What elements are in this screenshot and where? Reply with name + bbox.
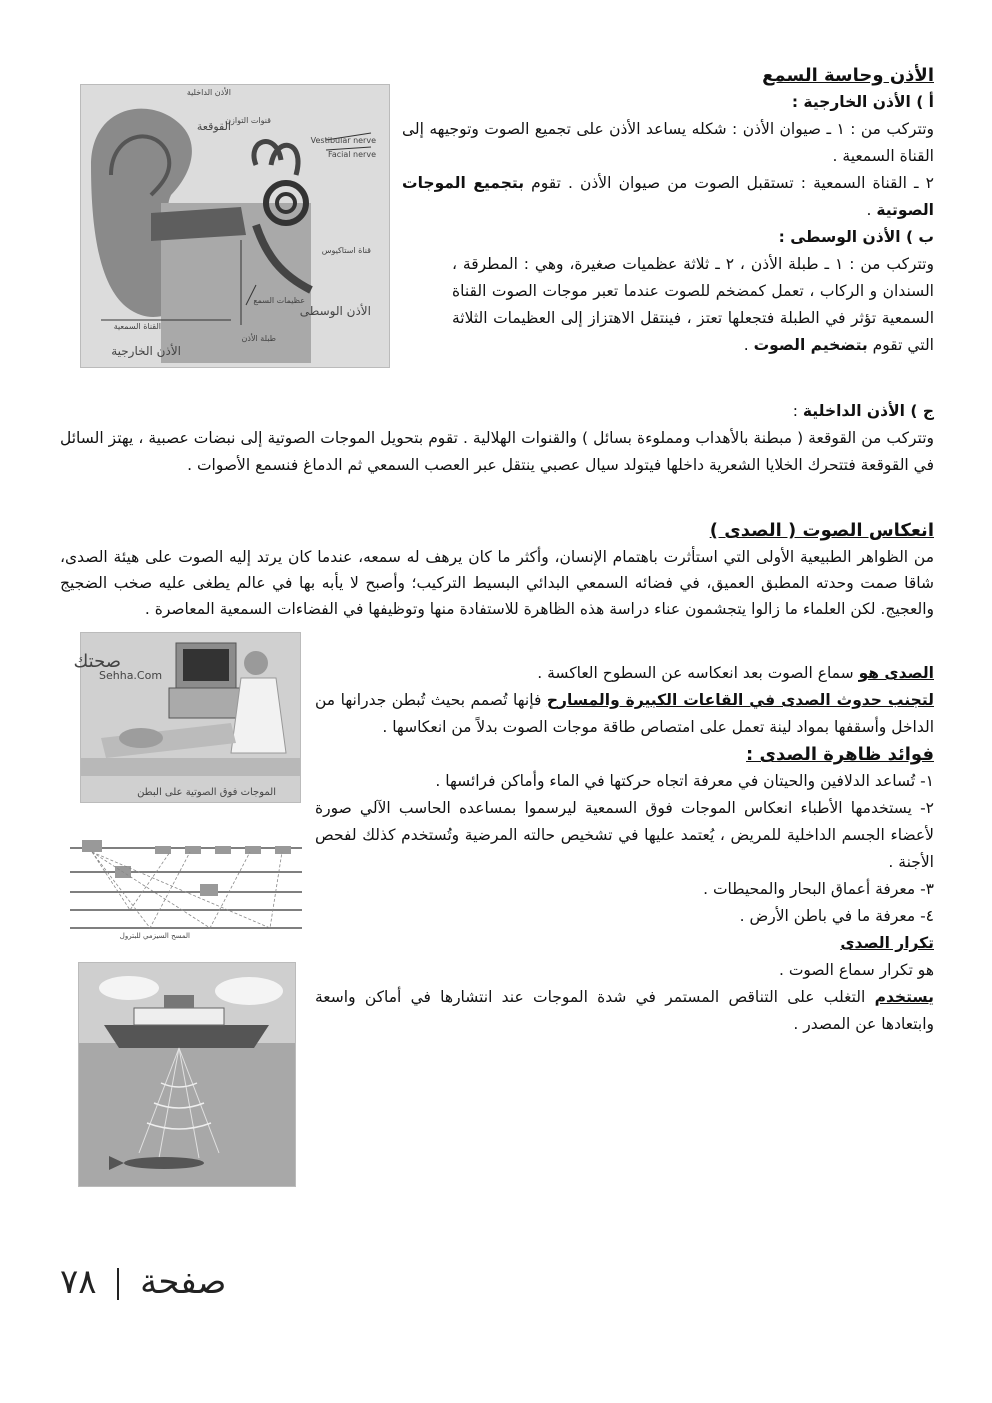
benefit-3: ٣- معرفة أعماق البحار والمحيطات .: [703, 880, 934, 898]
echo-definition-section: [315, 660, 934, 1038]
echo-intro-section: [60, 518, 934, 622]
label-ear-canal: القناة السمعية: [113, 322, 161, 331]
outer-ear-paragraph-1: وتتركب من : ١ ـ صيوان الأذن : شكله يساعد الأذن على تجميع الصوت وتوجيهه إلى القناة السمعية .: [402, 120, 935, 165]
ear-title: الأذن وحاسة السمع: [762, 65, 934, 86]
label-middle-ear: الأذن الوسطى: [299, 304, 371, 318]
label-eardrum: طبلة الأذن: [241, 334, 276, 343]
echo-avoidance: لتجنب حدوث الصدى في القاعات الكبيرة والمسارح فإنها تُصمم بحيث تُبطن جدرانها من الداخل وأسقفها بمواد لينة تعمل على امتصاص طاقة موجات الصوت بدلاً من انعكاسها .: [315, 691, 934, 736]
label-facial-nerve: Facial nerve: [328, 150, 376, 159]
label-eustachian: قناة استاكيوس: [321, 246, 371, 255]
outer-ear-paragraph-2: ٢ ـ القناة السمعية : تستقبل الصوت من صيوان الأذن . تقوم بتجميع الموجات الصوتية .: [402, 174, 934, 219]
sonar-ship-figure: [78, 962, 296, 1187]
middle-ear-paragraph: وتتركب من : ١ ـ طبلة الأذن ، ٢ ـ ثلاثة عظميات صغيرة، وهي : المطرقة ، السندان و الركاب ، تعمل كمضخم للصوت عندما تعبر موجات الصوت القناة السمعية تؤثر في الطبلة فتجعلها تعتز ، فينتقل الاهتزاز إلى العظيمات الثلاثة التي تقوم بتضخيم الصوت .: [452, 255, 934, 354]
inner-ear-heading: ج ) الأذن الداخلية :: [792, 402, 934, 420]
page-number: ٧٨: [60, 1262, 97, 1302]
ear-anatomy-figure: [80, 84, 390, 368]
benefit-4: ٤- معرفة ما في باطن الأرض .: [739, 907, 934, 925]
seismic-drawing: [70, 810, 302, 956]
benefit-2: ٢- يستخدمها الأطباء انعكاس الموجات فوق السمعية ليرسموا بمساعده الحاسب الآلي صورة لأعضاء الجسم الداخلية للمريض ، يُعتمد عليها في تشخيص حالته المرضية وتُستخدم كذلك لفحص الأجنة .: [315, 799, 934, 871]
label-ossicles: عظيمات السمع: [253, 296, 305, 305]
label-inner-ear: الأذن الداخلية: [186, 88, 231, 97]
repeat-heading: تكرار الصدى: [840, 934, 934, 952]
ultrasound-site: Sehha.Com: [99, 669, 163, 682]
page-separator: [117, 1268, 119, 1300]
ear-section: [402, 62, 934, 359]
label-vestibular-nerve: Vestibular nerve: [310, 136, 376, 145]
inner-ear-section: [60, 398, 934, 479]
benefit-1: ١- تُساعد الدلافين والحيتان في معرفة اتجاه حركتها في الماء وأماكن فرائسها .: [435, 772, 934, 790]
benefits-heading: فوائد ظاهرة الصدى :: [746, 744, 934, 765]
repeat-use: يستخدم التغلب على التناقص المستمر في شدة الموجات عند انتشارها في أماكن واسعة وابتعادها عن المصدر .: [315, 988, 934, 1033]
outer-ear-heading: أ ) الأذن الخارجية :: [791, 93, 934, 111]
inner-ear-paragraph: وتتركب من القوقعة ( مبطنة بالأهداب ومملوءة بسائل ) والقنوات الهلالية . تقوم بتحويل الموجات الصوتية إلى نبضات عصبية ، يهتز السائل في القوقعة فتتحرك الخلايا الشعرية داخلها فيتولد سيال عصبي ينتقل عبر العصب السمعي ثم الدماغ فنسمع الأصوات .: [60, 429, 934, 474]
label-outer-ear: الأذن الخارجية: [111, 344, 181, 358]
echo-intro-paragraph: من الظواهر الطبيعية الأولى التي استأثرت باهتمام الإنسان، وأكثر ما كان يرهف له سمعه، عندما كان يرتد إليه الصوت على هيئة الصدى، شاقا صمت وحدته المطبق العميق، في فضائه السمعي البدائي البسيط التركيب؛ وأصبح لا يأبه بها في عالم يطغى عليه صخب الضجيج والعجيج. لكن العلماء ما زالوا يتجشمون عناء دراسة هذه الظاهرة للاستفادة منها وتوظيفها في الفضاءات السمعية المعاصرة .: [60, 548, 934, 618]
label-canals: قنوات التوازن: [225, 116, 271, 125]
ultrasound-logo: صحتك: [73, 651, 121, 672]
page-footer: [60, 1262, 226, 1302]
echo-definition: الصدى هو سماع الصوت بعد انعكاسه عن السطوح العاكسة .: [537, 664, 934, 682]
ultrasound-figure: [73, 632, 301, 803]
page-label: صفحة: [140, 1262, 227, 1302]
ultrasound-caption: الموجات فوق الصوتية على البطن: [137, 787, 276, 798]
seismic-caption: المسح السيزمي للبترول: [119, 932, 190, 940]
seismic-figure: [70, 810, 302, 956]
sonar-ship-drawing: [79, 963, 295, 1186]
ear-anatomy-drawing: [81, 85, 389, 367]
label-cochlea: القوقعة: [196, 120, 231, 133]
repeat-definition: هو تكرار سماع الصوت .: [778, 961, 934, 979]
middle-ear-heading: ب ) الأذن الوسطى :: [778, 228, 934, 246]
ultrasound-drawing: [73, 633, 300, 802]
echo-title: انعكاس الصوت ( الصدى ): [709, 520, 934, 541]
